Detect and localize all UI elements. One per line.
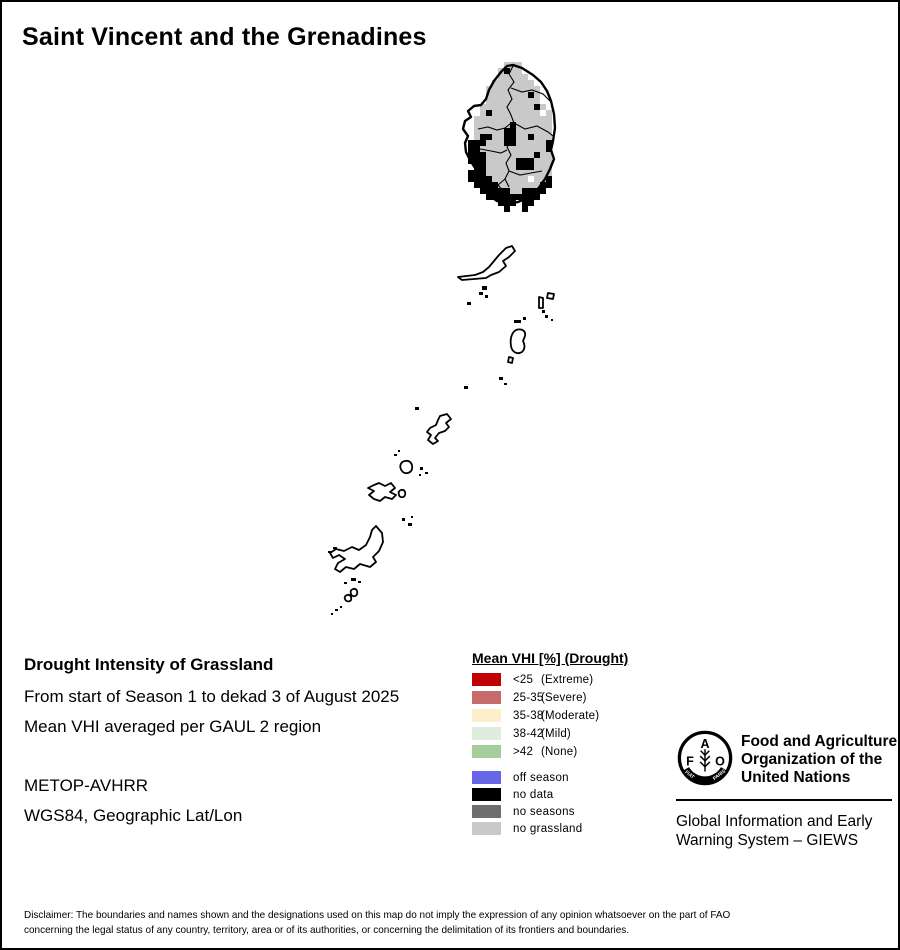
fao-logo-letter-f: F	[686, 754, 694, 769]
fao-org-line-2: Organization of the	[741, 751, 883, 768]
legend-swatch	[472, 805, 501, 818]
legend-title: Mean VHI [%] (Drought)	[472, 650, 629, 666]
island-mayreau-islet	[399, 490, 406, 497]
legend-status-label: no data	[513, 788, 554, 801]
island-petit-mustique	[508, 357, 513, 363]
disclaimer-line-2: concerning the legal status of any country, territory, area or of its authorities, or concerning the delimitation of its frontiers and boundaries.	[24, 924, 630, 936]
island-mustique	[511, 329, 526, 353]
giews-name	[676, 812, 892, 850]
saint-vincent-raster	[468, 62, 552, 212]
island-battowia	[547, 293, 554, 299]
legend-class-label: (Severe)	[541, 691, 587, 704]
legend-class-label: (Moderate)	[541, 709, 600, 722]
map-subject-heading: Drought Intensity of Grassland	[24, 655, 274, 674]
fao-org-line-1: Food and Agriculture	[741, 733, 898, 750]
giews-line-2: Warning System – GIEWS	[676, 832, 859, 849]
legend-class-label: (None)	[541, 745, 578, 758]
legend-row	[472, 745, 677, 758]
fao-logo-letter-o: O	[715, 754, 725, 769]
fao-org-name	[741, 729, 897, 787]
island-psv-islet-1	[351, 589, 358, 596]
island-canouan	[427, 414, 451, 444]
legend-status-label: no seasons	[513, 805, 575, 818]
legend-swatch	[472, 673, 501, 686]
grenadines-islands	[328, 246, 554, 615]
legend-status-classes	[472, 771, 677, 835]
map-sensor-line: METOP-AVHRR	[24, 776, 149, 795]
island-union	[330, 526, 383, 572]
map-projection-line: WGS84, Geographic Lat/Lon	[24, 806, 243, 825]
legend-swatch	[472, 822, 501, 835]
legend-value: 25-35	[513, 691, 544, 704]
fao-block	[676, 729, 898, 850]
fao-motto-panis: PANIS	[712, 769, 728, 782]
legend-row	[472, 805, 677, 818]
page-title: Saint Vincent and the Grenadines	[22, 23, 427, 51]
map-aggregation-line: Mean VHI averaged per GAUL 2 region	[24, 717, 322, 736]
legend-swatch	[472, 709, 501, 722]
giews-line-1: Global Information and Early	[676, 813, 873, 830]
legend-swatch	[472, 745, 501, 758]
island-savan	[400, 461, 412, 473]
island-psv-islet-2	[345, 595, 352, 602]
legend-value: >42	[513, 745, 534, 758]
legend-row	[472, 691, 677, 704]
legend-status-label: no grassland	[513, 822, 583, 835]
disclaimer	[24, 909, 877, 938]
legend-value: 38-42	[513, 727, 544, 740]
fao-logo-letter-a: A	[700, 736, 710, 751]
legend-class-label: (Mild)	[541, 727, 571, 740]
legend-value: <25	[513, 673, 534, 686]
legend-status-label: off season	[513, 771, 569, 784]
legend-drought-classes	[472, 673, 677, 758]
legend	[472, 650, 677, 839]
legend-row	[472, 709, 677, 722]
legend-swatch	[472, 727, 501, 740]
legend-row	[472, 673, 677, 686]
legend-row	[472, 771, 677, 784]
map-period-line: From start of Season 1 to dekad 3 of August 2025	[24, 687, 400, 706]
legend-class-label: (Extreme)	[541, 673, 594, 686]
legend-value: 35-38	[513, 709, 544, 722]
fao-logo	[676, 729, 734, 787]
legend-swatch	[472, 771, 501, 784]
island-mayreau	[368, 483, 396, 501]
legend-row	[472, 727, 677, 740]
legend-swatch	[472, 788, 501, 801]
fao-org-line-3: United Nations	[741, 769, 851, 786]
legend-row	[472, 788, 677, 801]
island-bequia	[458, 246, 515, 280]
island-baliceaux	[539, 297, 543, 308]
legend-row	[472, 822, 677, 835]
fao-motto-fiat: FIAT	[683, 770, 695, 781]
legend-swatch	[472, 691, 501, 704]
fao-divider	[676, 799, 892, 801]
disclaimer-line-1: Disclaimer: The boundaries and names shown and the designations used on this map do not imply the expression of any opinion whatsoever on the part of FAO	[24, 910, 731, 921]
